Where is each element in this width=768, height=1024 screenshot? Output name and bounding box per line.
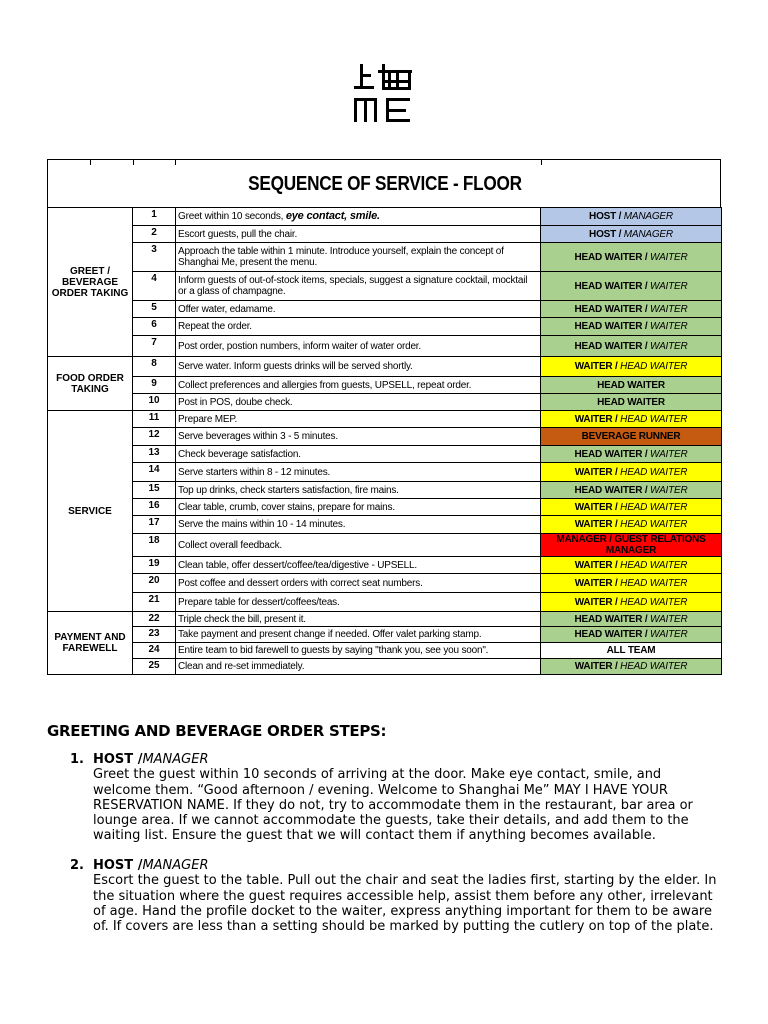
step-description (176, 516, 541, 534)
step-description (176, 534, 541, 557)
step-role-secondary: MANAGER (142, 858, 209, 873)
role-primary: WAITER / (574, 361, 621, 372)
step-description (176, 226, 541, 243)
step-number: 19 (133, 557, 176, 574)
description-text: Approach the table within 1 minute. Introduce yourself, explain the concept of Shanghai Me, present the menu. (178, 246, 504, 268)
table-row (48, 612, 722, 627)
role-cell (541, 463, 722, 482)
step-item (70, 752, 720, 844)
step-number: 1 (133, 208, 176, 226)
table-row (48, 516, 722, 534)
role-secondary: HEAD WAITER (620, 577, 688, 589)
section-label: SERVICE (48, 411, 133, 612)
step-number: 12 (133, 428, 176, 446)
step-number: 17 (133, 516, 176, 534)
step-number: 4 (133, 272, 176, 301)
step-number: 2 (133, 226, 176, 243)
description-emphasis: eye contact, smile. (285, 210, 380, 222)
table-row (48, 226, 722, 243)
role-cell (541, 272, 722, 301)
role-cell (541, 394, 722, 411)
step-description (176, 377, 541, 394)
step-number: 22 (133, 612, 176, 627)
step-description (176, 593, 541, 612)
role-primary: WAITER / (574, 501, 621, 513)
role-secondary: WAITER (650, 280, 688, 292)
role-cell (541, 627, 722, 643)
table-row (48, 627, 722, 643)
table-row (48, 463, 722, 482)
table-row (48, 301, 722, 318)
step-description (176, 557, 541, 574)
role-cell (541, 593, 722, 612)
step-description (176, 643, 541, 659)
role-primary: HOST / (589, 211, 624, 222)
step-number: 8 (133, 357, 176, 377)
step-number: 1. (70, 752, 84, 767)
role-cell (541, 377, 722, 394)
step-number: 25 (133, 659, 176, 675)
step-description (176, 357, 541, 377)
step-body: Escort the guest to the table. Pull out the chair and seat the ladies first, starting by the elder. In the situation where the guest requires accessible help, assist them before any other, irrelevant of age. Hand the profile docket to the waiter, express anything important for them to be aware of. If covers are less than a setting should be marked by putting the cutlery on top of the plate. (93, 873, 717, 935)
role-primary: HOST / (589, 228, 624, 240)
step-role: HOST / (93, 752, 143, 767)
description-text: Collect preferences and allergies from guests, UPSELL, repeat order. (178, 379, 472, 391)
table-row (48, 318, 722, 336)
role-primary: WAITER / (574, 559, 621, 571)
table-row (48, 557, 722, 574)
step-item (70, 858, 720, 934)
description-text: Post in POS, doube check. (178, 396, 293, 408)
step-description (176, 272, 541, 301)
role-cell (541, 612, 722, 627)
role-secondary: HEAD WAITER (620, 596, 688, 608)
role-primary: WAITER / (574, 519, 621, 530)
table-row (48, 377, 722, 394)
role-cell (541, 499, 722, 516)
step-description (176, 411, 541, 428)
table-row (48, 482, 722, 499)
table-row (48, 272, 722, 301)
description-text: Escort guests, pull the chair. (178, 228, 298, 240)
step-description (176, 243, 541, 272)
step-number: 20 (133, 574, 176, 593)
role-secondary: HEAD WAITER (620, 519, 688, 530)
description-text: Serve water. Inform guests drinks will be served shortly. (178, 361, 413, 372)
role-secondary: HEAD WAITER (620, 559, 688, 571)
role-secondary: HEAD WAITER (620, 501, 688, 513)
step-description (176, 208, 541, 226)
role-primary: ALL TEAM (606, 645, 656, 656)
step-role: HOST / (93, 858, 143, 873)
description-text: Clean and re-set immediately. (178, 661, 305, 672)
step-description (176, 394, 541, 411)
role-cell (541, 411, 722, 428)
description-text: Post coffee and dessert orders with correct seat numbers. (178, 577, 423, 589)
table-row (48, 593, 722, 612)
step-number: 15 (133, 482, 176, 499)
step-description (176, 612, 541, 627)
role-cell (541, 208, 722, 226)
role-cell (541, 243, 722, 272)
role-primary: HEAD WAITER / (574, 448, 651, 460)
shanghai-me-logo (352, 62, 414, 126)
description-text: Entire team to bid farewell to guests by saying "thank you, see you soon". (178, 645, 489, 656)
role-secondary: WAITER (650, 629, 688, 640)
description-text: Take payment and present change if needed. Offer valet parking stamp. (178, 629, 482, 640)
role-cell (541, 659, 722, 675)
role-cell (541, 574, 722, 593)
role-primary: HEAD WAITER / (574, 340, 651, 352)
step-number: 18 (133, 534, 176, 557)
page-title: SEQUENCE OF SERVICE - FLOOR (248, 172, 522, 195)
step-description (176, 482, 541, 499)
role-cell (541, 534, 722, 557)
role-secondary: HEAD WAITER (620, 661, 688, 672)
role-secondary: MANAGER (623, 211, 673, 222)
description-text: Repeat the order. (178, 321, 252, 332)
step-description (176, 463, 541, 482)
description-text: Collect overall feedback. (178, 539, 282, 551)
role-primary: BEVERAGE RUNNER (581, 431, 681, 442)
description-text: Post order, postion numbers, inform waiter of water order. (178, 340, 421, 352)
step-description (176, 301, 541, 318)
description-text: Clean table, offer dessert/coffee/tea/digestive - UPSELL. (178, 559, 417, 571)
step-number: 7 (133, 336, 176, 357)
step-number: 9 (133, 377, 176, 394)
role-primary: HEAD WAITER / (574, 303, 651, 315)
table-row (48, 411, 722, 428)
description-text: Clear table, crumb, cover stains, prepare for mains. (178, 501, 395, 513)
step-number: 6 (133, 318, 176, 336)
table-row (48, 357, 722, 377)
role-cell (541, 428, 722, 446)
step-description (176, 574, 541, 593)
role-primary: WAITER / (574, 596, 621, 608)
role-secondary: WAITER (650, 251, 688, 263)
step-description (176, 627, 541, 643)
role-cell (541, 226, 722, 243)
role-primary: HEAD WAITER (597, 379, 665, 391)
role-cell (541, 357, 722, 377)
table-row (48, 659, 722, 675)
step-description (176, 446, 541, 463)
role-primary: HEAD WAITER / (574, 613, 651, 625)
role-secondary: WAITER (650, 340, 688, 352)
section-label: PAYMENT AND FAREWELL (48, 612, 133, 675)
step-number: 23 (133, 627, 176, 643)
description-text: Offer water, edamame. (178, 303, 276, 315)
step-number: 24 (133, 643, 176, 659)
step-description (176, 318, 541, 336)
step-description (176, 499, 541, 516)
step-number: 16 (133, 499, 176, 516)
table-row (48, 394, 722, 411)
step-description (176, 659, 541, 675)
step-description (176, 336, 541, 357)
description-text: Prepare table for dessert/coffees/teas. (178, 596, 340, 608)
table-row (48, 574, 722, 593)
description-text: Serve beverages within 3 - 5 minutes. (178, 431, 338, 442)
role-secondary: WAITER (650, 448, 688, 460)
role-secondary: HEAD WAITER (620, 466, 688, 478)
role-secondary: HEAD WAITER (620, 413, 688, 425)
role-cell (541, 336, 722, 357)
role-primary: WAITER / (574, 661, 621, 672)
role-cell (541, 643, 722, 659)
role-cell (541, 318, 722, 336)
service-sheet (47, 159, 721, 678)
step-body: Greet the guest within 10 seconds of arriving at the door. Make eye contact, smile, and welcome them. “Good afternoon / evening. Welcome to Shanghai Me” MAY I HAVE YOUR RESERVATION NAME. If they do not, try to accommodate them in the restaurant, bar area or lounge area. If we cannot accommodate the guests, take their details, and add them to the waiting list. Ensure the guest that we will contact them if anything becomes available. (93, 767, 693, 844)
description-text: Serve the mains within 10 - 14 minutes. (178, 519, 346, 530)
role-primary: HEAD WAITER / (574, 280, 651, 292)
role-cell (541, 516, 722, 534)
role-secondary: WAITER (650, 303, 688, 315)
step-description (176, 428, 541, 446)
description-text: Check beverage satisfaction. (178, 448, 301, 460)
role-primary: MANAGER / GUEST RELATIONS MANAGER (556, 534, 706, 556)
table-row (48, 499, 722, 516)
role-secondary: WAITER (650, 613, 688, 625)
step-role-secondary: MANAGER (142, 752, 209, 767)
role-cell (541, 301, 722, 318)
role-primary: HEAD WAITER / (574, 484, 651, 496)
description-text: Triple check the bill, present it. (178, 613, 306, 625)
role-primary: HEAD WAITER / (574, 251, 651, 263)
table-header (47, 159, 721, 207)
section-label: GREET / BEVERAGE ORDER TAKING (48, 208, 133, 357)
description-text: Prepare MEP. (178, 413, 238, 425)
description-text: Greet within 10 seconds, (178, 211, 286, 222)
description-text: Inform guests of out-of-stock items, specials, suggest a signature cocktail, mocktail or a glass of champagne. (178, 275, 528, 297)
step-number: 14 (133, 463, 176, 482)
table-row (48, 243, 722, 272)
step-number: 21 (133, 593, 176, 612)
role-primary: HEAD WAITER / (574, 321, 651, 332)
role-secondary: HEAD WAITER (620, 361, 688, 372)
role-secondary: WAITER (650, 484, 688, 496)
table-row (48, 428, 722, 446)
role-secondary: MANAGER (623, 228, 673, 240)
table-row (48, 446, 722, 463)
column-tick (90, 159, 91, 165)
role-secondary: WAITER (650, 321, 688, 332)
steps-title: GREETING AND BEVERAGE ORDER STEPS: (47, 722, 387, 740)
section-label: FOOD ORDER TAKING (48, 357, 133, 411)
step-number: 5 (133, 301, 176, 318)
step-number: 2. (70, 858, 84, 873)
sequence-table (47, 207, 722, 675)
role-primary: HEAD WAITER / (574, 629, 651, 640)
step-number: 11 (133, 411, 176, 428)
description-text: Serve starters within 8 - 12 minutes. (178, 466, 331, 478)
role-primary: WAITER / (574, 577, 621, 589)
role-cell (541, 482, 722, 499)
role-primary: HEAD WAITER (597, 396, 665, 408)
role-primary: WAITER / (574, 466, 621, 478)
table-row (48, 643, 722, 659)
step-number: 10 (133, 394, 176, 411)
table-row (48, 208, 722, 226)
description-text: Top up drinks, check starters satisfaction, fire mains. (178, 484, 399, 496)
table-row (48, 534, 722, 557)
step-number: 3 (133, 243, 176, 272)
role-primary: WAITER / (574, 413, 621, 425)
role-cell (541, 446, 722, 463)
table-row (48, 336, 722, 357)
role-cell (541, 557, 722, 574)
step-number: 13 (133, 446, 176, 463)
